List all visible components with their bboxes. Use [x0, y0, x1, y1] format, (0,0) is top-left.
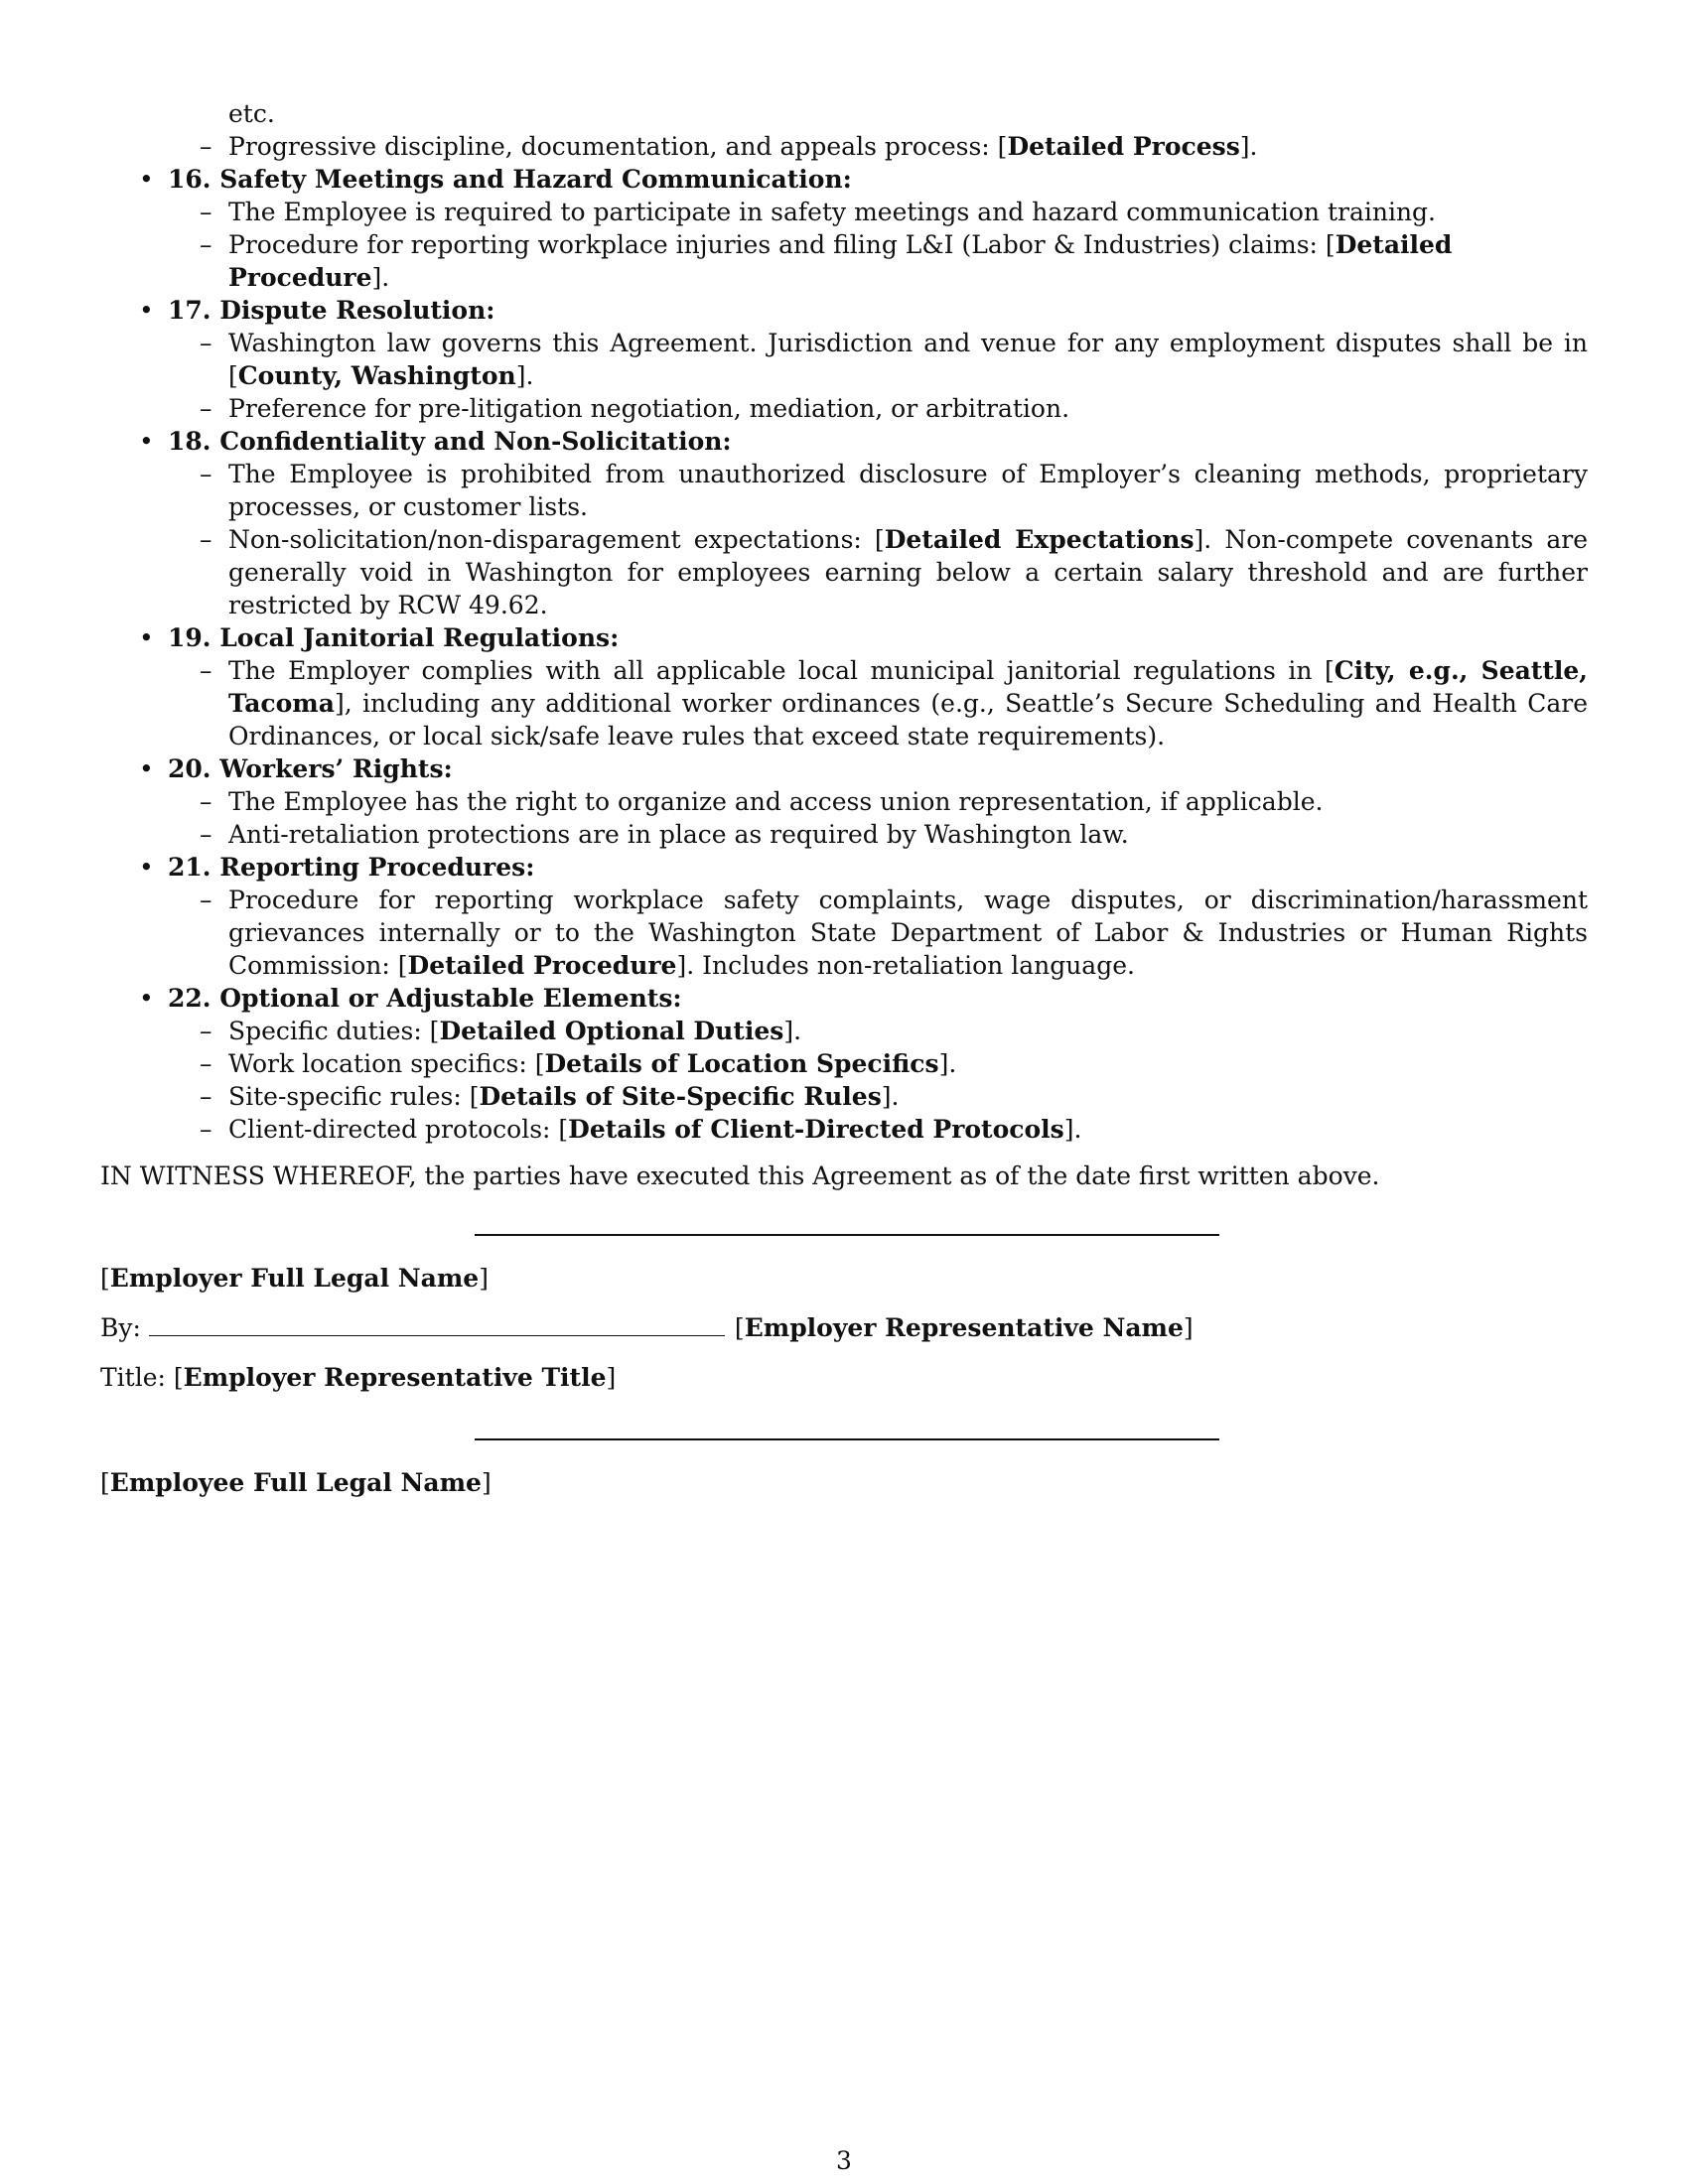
- section-heading-17: • 17. Dispute Resolution:: [139, 296, 495, 325]
- by-signature-field[interactable]: [149, 1313, 725, 1336]
- document-body: [100, 97, 1590, 1508]
- text-line: etc.: [228, 99, 275, 128]
- by-row: By: [Employer Representative Name]: [100, 1313, 1194, 1342]
- list-item: – Washington law governs this Agreement. Jurisdiction and venue for any employment disputes shall be in [County, Washington].: [200, 329, 1588, 390]
- section-heading-22: • 22. Optional or Adjustable Elements:: [139, 984, 682, 1013]
- list-item: – The Employee has the right to organize and access union representation, if applicable.: [200, 787, 1324, 816]
- title-label: Title:: [100, 1363, 166, 1392]
- title-row: Title: [Employer Representative Title]: [100, 1363, 617, 1392]
- employee-name: [Employee Full Legal Name]: [100, 1468, 492, 1497]
- employer-name: [Employer Full Legal Name]: [100, 1264, 489, 1293]
- dash-marker: –: [200, 132, 212, 161]
- section-heading-20: • 20. Workers’ Rights:: [139, 754, 453, 783]
- section-heading-19: • 19. Local Janitorial Regulations:: [139, 623, 620, 652]
- list-item: – Procedure for reporting workplace safety complaints, wage disputes, or discrimination/harassment grievances internally or to the Washington State Department of Labor & Industries or Human Rights Commission: [Detailed Procedure]. Includes non-retaliation language.: [200, 886, 1588, 980]
- by-label: By:: [100, 1313, 141, 1342]
- employer-signature-line[interactable]: [475, 1234, 1219, 1236]
- list-item: – Progressive discipline, documentation, and appeals process: [Detailed Process].: [200, 132, 1258, 161]
- list-item: – Preference for pre-litigation negotiation, mediation, or arbitration.: [200, 394, 1070, 423]
- list-item: – Specific duties: [Detailed Optional Duties].: [200, 1017, 802, 1045]
- bullet-marker: •: [139, 165, 154, 194]
- rep-title: Employer Representative Title: [183, 1363, 607, 1392]
- list-item: – Anti-retaliation protections are in place as required by Washington law.: [200, 820, 1129, 849]
- list-item: – Procedure for reporting workplace injuries and filing L&I (Labor & Industries) claims: [Detailed Procedure].: [200, 230, 1453, 292]
- section-heading-21: • 21. Reporting Procedures:: [139, 853, 535, 882]
- list-item: – Work location specifics: [Details of Location Specifics].: [200, 1049, 957, 1078]
- list-item: – The Employer complies with all applicable local municipal janitorial regulations in [City, e.g., Seattle, Tacoma], including any additional worker ordinances (e.g., Seattle’s Secure Scheduling and Health Care Ordinances, or local sick/safe leave rules that exceed state requirements).: [200, 656, 1588, 751]
- list-item: – The Employee is required to participate in safety meetings and hazard communication training.: [200, 198, 1436, 226]
- witness-clause: IN WITNESS WHEREOF, the parties have executed this Agreement as of the date first written above.: [100, 1161, 1380, 1190]
- list-item: – Client-directed protocols: [Details of Client-Directed Protocols].: [200, 1115, 1082, 1144]
- page-number: 3: [836, 2146, 852, 2175]
- list-item: – Non-solicitation/non-disparagement expectations: [Detailed Expectations]. Non-compete covenants are generally void in Washington for employees earning below a certain salary threshold and are further restricted by RCW 49.62.: [200, 525, 1589, 619]
- list-item: – The Employee is prohibited from unauthorized disclosure of Employer’s cleaning methods, proprietary processes, or customer lists.: [200, 460, 1588, 521]
- list-item: – Site-specific rules: [Details of Site-Specific Rules].: [200, 1082, 900, 1111]
- employee-signature-line[interactable]: [475, 1438, 1219, 1440]
- section-heading-16: • 16. Safety Meetings and Hazard Communication:: [139, 165, 852, 194]
- section-heading-18: • 18. Confidentiality and Non-Solicitation:: [139, 427, 732, 456]
- rep-name: Employer Representative Name: [744, 1313, 1184, 1342]
